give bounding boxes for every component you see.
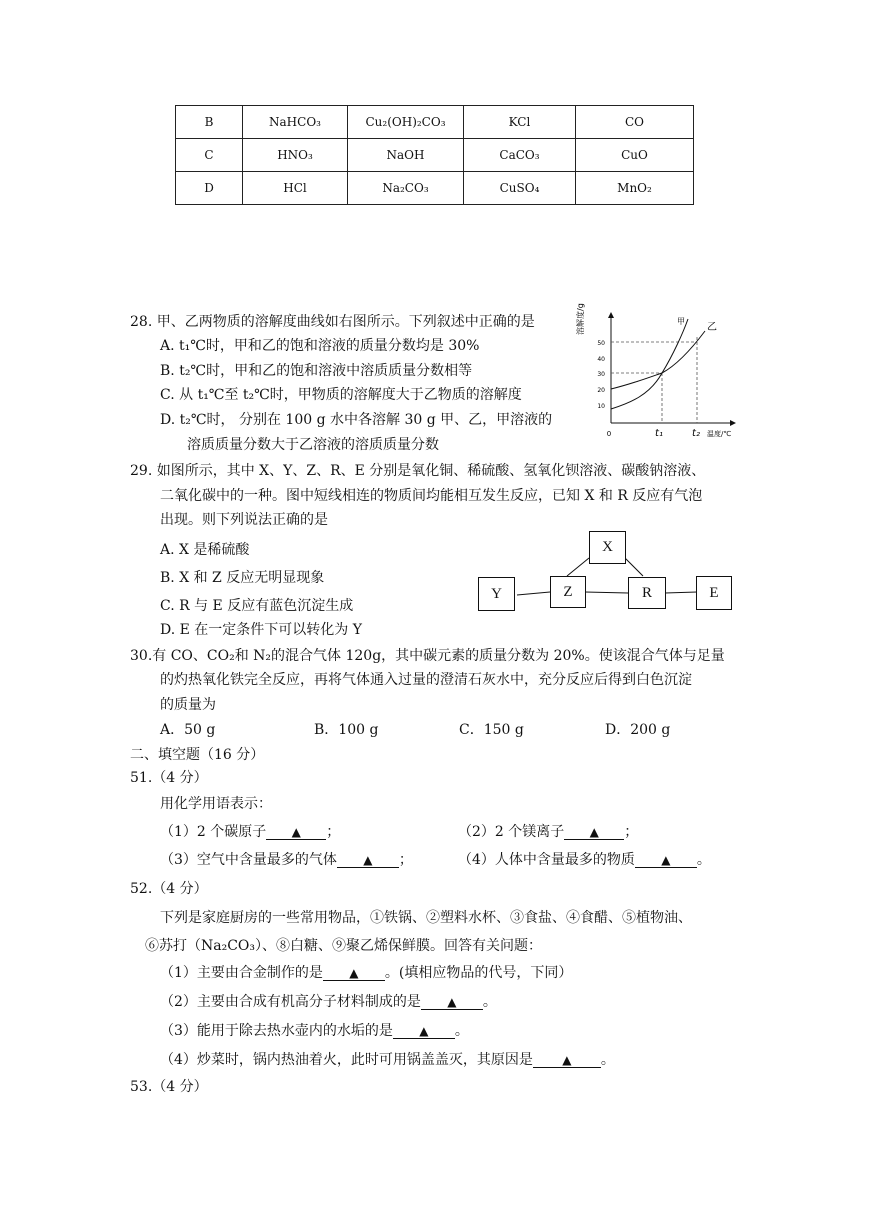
q51-part4 xyxy=(458,851,711,869)
q51-part1 xyxy=(160,823,340,841)
q52-part3-text: （3）能用于除去热水壶内的水垢的是 xyxy=(160,1023,393,1039)
q29-stem-line1: 29. 如图所示，其中 X、Y、Z、R、E 分别是氧化铜、稀硫酸、氢氧化钡溶液、碳酸钠溶液、 xyxy=(130,463,706,479)
q28-option-c: C. 从 t₁℃至 t₂℃时，甲物质的溶解度大于乙物质的溶解度 xyxy=(160,387,522,403)
reagent-cell: CO xyxy=(576,106,694,139)
tick-30: 30 xyxy=(597,371,605,378)
node-x: X xyxy=(589,531,626,564)
edge-r-e xyxy=(665,592,697,593)
q51-part3 xyxy=(160,851,413,869)
q29-option-d: D. E 在一定条件下可以转化为 Y xyxy=(160,622,362,638)
q51-part1-text: （1）2 个碳原子 xyxy=(160,824,267,840)
answer-blank[interactable]: ▲ xyxy=(337,853,399,868)
q30-stem-line2: 的灼热氧化铁完全反应，再将气体通入过量的澄清石灰水中，充分反应后得到白色沉淀 xyxy=(160,672,692,688)
punct: ； xyxy=(326,824,341,840)
reagent-cell: CuO xyxy=(576,139,694,172)
reagent-cell: HCl xyxy=(243,172,348,205)
answer-blank[interactable]: ▲ xyxy=(635,853,697,868)
q52-part4-text: （4）炒菜时，锅内热油着火，此时可用锅盖盖灭，其原因是 xyxy=(160,1052,533,1068)
tick-50: 50 xyxy=(597,340,605,347)
q52-part4 xyxy=(160,1051,615,1069)
q29-stem-line3: 出现。则下列说法正确的是 xyxy=(160,512,328,528)
q53-head: 53.（4 分） xyxy=(130,1079,208,1095)
q30-stem-line3: 的质量为 xyxy=(160,697,216,713)
q29-stem-line2: 二氧化碳中的一种。图中短线相连的物质间均能相互发生反应，已知 X 和 R 反应有气泡 xyxy=(160,488,703,504)
curve-yi xyxy=(611,331,705,389)
solubility-graph xyxy=(576,303,745,440)
option-letter-cell: C xyxy=(176,139,243,172)
node-r: R xyxy=(628,577,666,609)
q52-intro-line2: ⑥苏打（Na₂CO₃）、⑧白糖、⑨聚乙烯保鲜膜。回答有关问题： xyxy=(145,938,543,954)
q52-part2-text: （2）主要由合成有机高分子材料制成的是 xyxy=(160,994,421,1010)
tick-20: 20 xyxy=(597,387,605,394)
options-table xyxy=(175,105,694,205)
q28-stem: 28. 甲、乙两物质的溶解度曲线如右图所示。下列叙述中正确的是 xyxy=(130,314,535,330)
q30-stem-line1: 30.有 CO、CO₂和 N₂的混合气体 120g，其中碳元素的质量分数为 20%。使该混合气体与足量 xyxy=(130,648,725,664)
q28-option-d-line2: 溶质质量分数大于乙溶液的溶质质量分数 xyxy=(187,437,439,453)
node-z: Z xyxy=(550,576,586,608)
node-y: Y xyxy=(478,577,515,611)
q30-option-b: B．100 g xyxy=(314,722,379,738)
y-axis-label: 溶解度/g xyxy=(576,303,585,335)
answer-blank[interactable]: ▲ xyxy=(393,1024,455,1039)
q52-intro-line1: 下列是家庭厨房的一些常用物品，①铁锅、②塑料水杯、③食盐、④食醋、⑤植物油、 xyxy=(160,910,692,926)
punct: ； xyxy=(398,852,413,868)
t1-label: t₁ xyxy=(655,428,663,439)
q29-option-c: C. R 与 E 反应有蓝色沉淀生成 xyxy=(160,598,354,614)
table-row xyxy=(176,172,694,205)
q51-part2-text: （2）2 个镁离子 xyxy=(458,824,565,840)
reagent-cell: HNO₃ xyxy=(243,139,348,172)
q52-part1-note: 。(填相应物品的代号，下同） xyxy=(384,965,573,981)
q51-intro: 用化学用语表示： xyxy=(160,796,272,812)
edge-y-z xyxy=(517,592,550,595)
q51-part4-text: （4）人体中含量最多的物质 xyxy=(458,852,635,868)
q52-part1-text: （1）主要由合金制作的是 xyxy=(160,965,323,981)
q52-part1 xyxy=(160,964,572,982)
q28-option-b: B. t₂℃时，甲和乙的饱和溶液中溶质质量分数相等 xyxy=(160,363,473,379)
tick-40: 40 xyxy=(597,356,605,363)
q28-option-a: A. t₁℃时，甲和乙的饱和溶液的质量分数均是 30% xyxy=(160,338,480,354)
answer-blank[interactable]: ▲ xyxy=(421,995,483,1010)
option-letter-cell: D xyxy=(176,172,243,205)
table-row xyxy=(176,139,694,172)
q51-part2 xyxy=(458,823,638,841)
reagent-cell: NaOH xyxy=(348,139,464,172)
reagent-cell: Cu₂(OH)₂CO₃ xyxy=(348,106,464,139)
edge-x-r xyxy=(625,558,643,576)
punct: 。 xyxy=(696,852,711,868)
edge-z-x xyxy=(567,558,589,576)
answer-blank[interactable]: ▲ xyxy=(323,966,385,981)
punct: ； xyxy=(624,824,639,840)
reagent-cell: Na₂CO₃ xyxy=(348,172,464,205)
q52-head: 52.（4 分） xyxy=(130,881,208,897)
q29-option-a: A. X 是稀硫酸 xyxy=(160,542,250,558)
reagent-cell: CuSO₄ xyxy=(464,172,576,205)
y-ticks xyxy=(597,340,605,410)
label-jia: 甲 xyxy=(677,317,685,326)
punct: 。 xyxy=(600,1052,615,1068)
edge-z-r xyxy=(585,592,628,593)
answer-blank[interactable]: ▲ xyxy=(533,1053,601,1068)
reagent-cell: CaCO₃ xyxy=(464,139,576,172)
q29-option-b: B. X 和 Z 反应无明显现象 xyxy=(160,570,325,586)
punct: 。 xyxy=(454,1023,469,1039)
q51-part3-text: （3）空气中含量最多的气体 xyxy=(160,852,337,868)
section-heading: 二、填空题（16 分） xyxy=(130,747,265,763)
reagent-cell: NaHCO₃ xyxy=(243,106,348,139)
reagent-cell: MnO₂ xyxy=(576,172,694,205)
q52-part3 xyxy=(160,1022,469,1040)
q28-option-d-line1: D. t₂℃时， 分别在 100 g 水中各溶解 30 g 甲、乙，甲溶液的 xyxy=(160,412,553,428)
curve-jia xyxy=(611,319,688,409)
q52-part2 xyxy=(160,993,497,1011)
table-row xyxy=(176,106,694,139)
q30-option-d: D．200 g xyxy=(605,722,671,738)
label-yi: 乙 xyxy=(707,322,717,333)
tick-10: 10 xyxy=(597,403,605,410)
t2-label: t₂ xyxy=(692,428,700,439)
q30-option-c: C．150 g xyxy=(459,722,524,738)
option-letter-cell: B xyxy=(176,106,243,139)
q30-option-a: A．50 g xyxy=(160,722,216,738)
q51-head: 51.（4 分） xyxy=(130,770,208,786)
origin-label: 0 xyxy=(606,430,612,438)
answer-blank[interactable]: ▲ xyxy=(266,825,326,840)
answer-blank[interactable]: ▲ xyxy=(564,825,624,840)
x-axis-label: 温度/℃ xyxy=(707,430,732,438)
reagent-cell: KCl xyxy=(464,106,576,139)
node-e: E xyxy=(696,576,732,610)
punct: 。 xyxy=(482,994,497,1010)
